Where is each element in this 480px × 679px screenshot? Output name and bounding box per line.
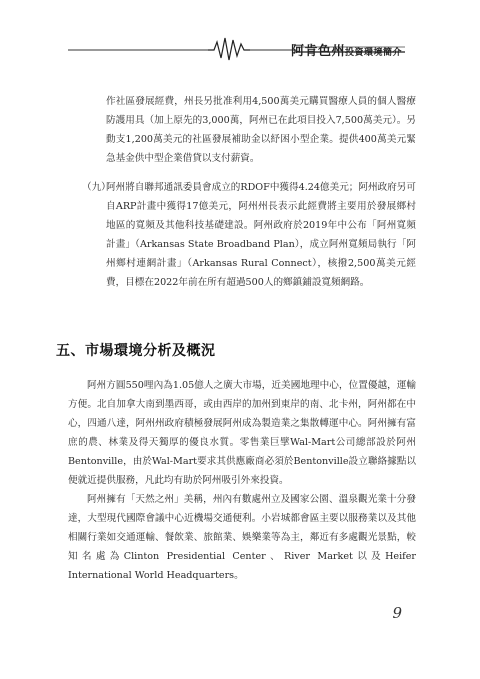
header-title-sub: 投資環境簡介 xyxy=(344,48,402,58)
header-title xyxy=(291,40,402,59)
market-paragraph-1: 阿州方圓550哩內為1.05億人之廣大市場，近美國地理中心，位置優越，運輸方便。北自加拿大南到墨西哥，或由西岸的加州到東岸的南、北卡州，阿州都在中心，四通八達，阿州州政府積極發展阿州成為製造業之集散轉運中心。阿州擁有富庶的農、林業及得天獨厚的優良水質。零售業巨擘Wal-Mart公司總部設於阿州Bentonville，由於Wal-Mart要求其供應廠商必須於Bentonville設立聯絡據點以便就近提供服務，凡此均有助於阿州吸引外來投資。 xyxy=(68,380,416,486)
item-9-text: 阿州將自聯邦通訊委員會成立的RDOF中獲得4.24億美元；阿州政府另可自ARP計畫中獲得17億美元，阿州州長表示此經費將主要用於發展鄉村地區的寬頻及其他科技基礎建設。阿州政府於2019年中公布「阿州寬頻計畫」（Arkansas State Broadband Plan），成立阿州寬頻局執行「阿州鄉村連網計畫」（Arkansas Rural Connect），核撥2,500萬美元經費，目標在2022年前在所有超過500人的鄉鎮鋪設寬頻網路。 xyxy=(106,182,416,288)
paragraph-continuation: 作社區發展經費，州長另批准利用4,500萬美元購買醫療人員的個人醫療防護用具（加上原先的3,000萬，阿州已在此項目投入7,500萬美元）。另動支1,200萬美元的社區發展補助金以紓困小型企業。提供400萬美元緊急基金供中型企業借貸以支付薪資。 xyxy=(106,96,416,164)
heartbeat-line-decoration xyxy=(0,0,480,70)
market-paragraph-2: 阿州擁有「天然之州」美稱，州內有數處州立及國家公園、溫泉觀光業十分發達，大型現代國際會議中心近機場交通便利。小岩城都會區主要以服務業以及其他相關行業如交通運輸、餐飲業、旅館業、娛樂業等為主，鄰近有多處觀光景點，較知名處為Clinton Presidential Center、River Market以及Heifer International World Headquarters。 xyxy=(68,494,416,581)
page-number: 9 xyxy=(392,604,402,622)
section-heading: 五、市場環境分析及概況 xyxy=(56,343,216,359)
page-header xyxy=(0,0,480,70)
header-title-main: 阿肯色州 xyxy=(290,44,345,59)
item-9-label: （九） xyxy=(82,182,111,193)
